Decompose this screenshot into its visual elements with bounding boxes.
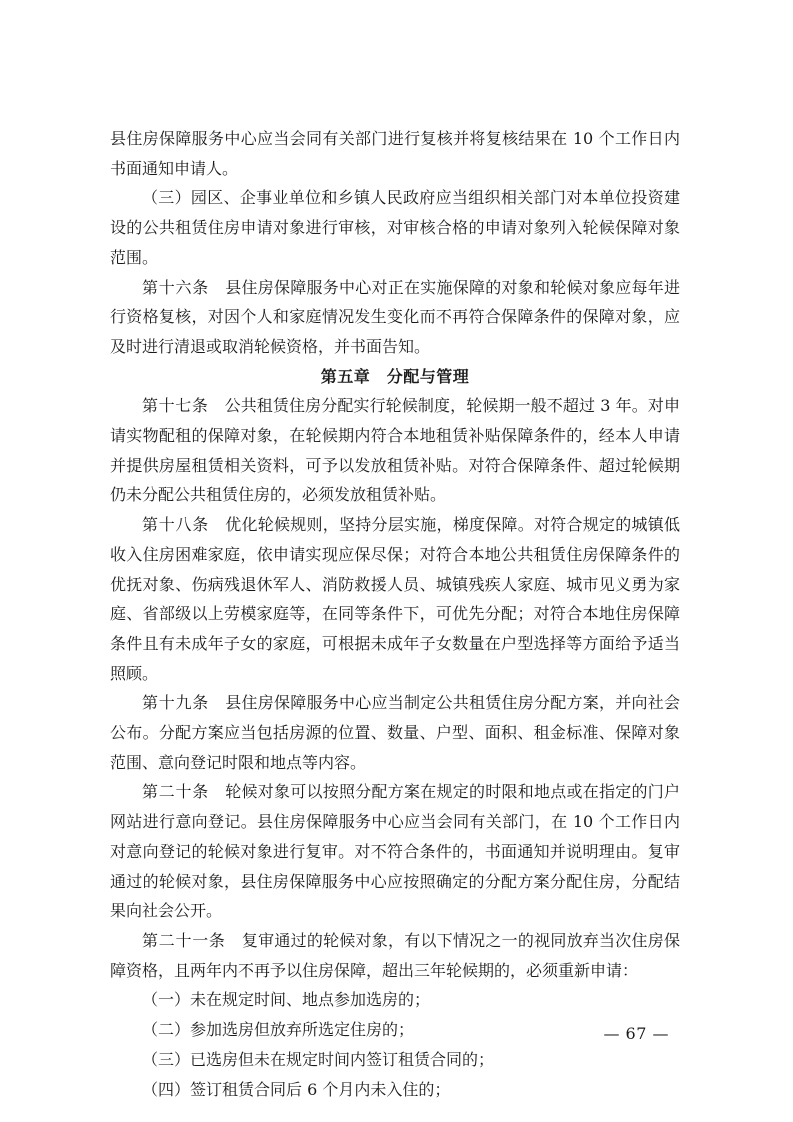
article-number: 第二十条: [142, 782, 209, 802]
article-number: 第十六条: [142, 277, 209, 297]
paragraph: [110, 183, 680, 272]
paragraph: [110, 1015, 680, 1045]
paragraph: [110, 273, 680, 362]
article-number: 第十八条: [142, 515, 209, 535]
page-number: — 67 —: [603, 1024, 669, 1043]
paragraph-text: 优化轮候规则，坚持分层实施，梯度保障。对符合规定的城镇低收入住房困难家庭，依申请实现应保尽保；对符合本地公共租赁住房保障条件的优抚对象、伤病残退休军人、消防救援人员、城镇残疾人家庭、城市见义勇为家庭、省部级以上劳模家庭等，在同等条件下，可优先分配；对符合本地住房保障条件且有未成年子女的家庭，可根据未成年子女数量在户型选择等方面给予适当照顾。: [110, 515, 680, 683]
article-number: 第二十一条: [142, 930, 226, 950]
paragraph-text: 复审通过的轮候对象，有以下情况之一的视同放弃当次住房保障资格，且两年内不再予以住房保障，超出三年轮候期的，必须重新申请：: [110, 930, 680, 980]
chapter-heading: 第五章 分配与管理: [320, 366, 470, 386]
article-number: 第十七条: [142, 396, 209, 416]
paragraph: [110, 124, 680, 183]
paragraph: [110, 510, 680, 688]
paragraph-text: （三）园区、企事业单位和乡镇人民政府应当组织相关部门对本单位投资建设的公共租赁住房申请对象进行审核，对审核合格的申请对象列入轮候保障对象范围。: [110, 188, 680, 267]
paragraph-text: 县住房保障服务中心应当制定公共租赁住房分配方案，并向社会公布。分配方案应当包括房源的位置、数量、户型、面积、租金标准、保障对象范围、意向登记时限和地点等内容。: [110, 693, 680, 772]
article-number: 第十九条: [142, 693, 209, 713]
paragraph-text: 县住房保障服务中心应当会同有关部门进行复核并将复核结果在 10 个工作日内书面通知申请人。: [110, 129, 680, 178]
paragraph-text: 县住房保障服务中心对正在实施保障的对象和轮候对象应每年进行资格复核，对因个人和家庭情况发生变化而不再符合保障条件的保障对象，应及时进行清退或取消轮候资格，并书面告知。: [110, 277, 680, 356]
paragraph: [110, 777, 680, 926]
document-body: [110, 124, 680, 1104]
paragraph-text: （二）参加选房但放弃所选定住房的；: [142, 1020, 415, 1040]
paragraph-text: （三）已选房但未在规定时间内签订租赁合同的；: [142, 1049, 495, 1069]
paragraph-text: （一）未在规定时间、地点参加选房的；: [142, 990, 431, 1010]
paragraph: [110, 391, 680, 510]
paragraph: [110, 1075, 680, 1105]
paragraph-text: 轮候对象可以按照分配方案在规定的时限和地点或在指定的门户网站进行意向登记。县住房保障服务中心应当会同有关部门，在 10 个工作日内对意向登记的轮候对象进行复审。对不符合条件的，书面通知并说明理由。复审通过的轮候对象，县住房保障服务中心应按照确定的分配方案分配住房，分配结果向社会公开。: [110, 782, 680, 921]
paragraph: [110, 688, 680, 777]
paragraph: [110, 926, 680, 985]
paragraph: [110, 1045, 680, 1075]
paragraph-text: 公共租赁住房分配实行轮候制度，轮候期一般不超过 3 年。对申请实物配租的保障对象，在轮候期内符合本地租赁补贴保障条件的，经本人申请并提供房屋租赁相关资料，可予以发放租赁补贴。对符合保障条件、超过轮候期仍未分配公共租赁住房的，必须发放租赁补贴。: [110, 396, 680, 505]
paragraph-text: （四）签订租赁合同后 6 个月内未入住的；: [142, 1079, 451, 1099]
paragraph: [110, 985, 680, 1015]
